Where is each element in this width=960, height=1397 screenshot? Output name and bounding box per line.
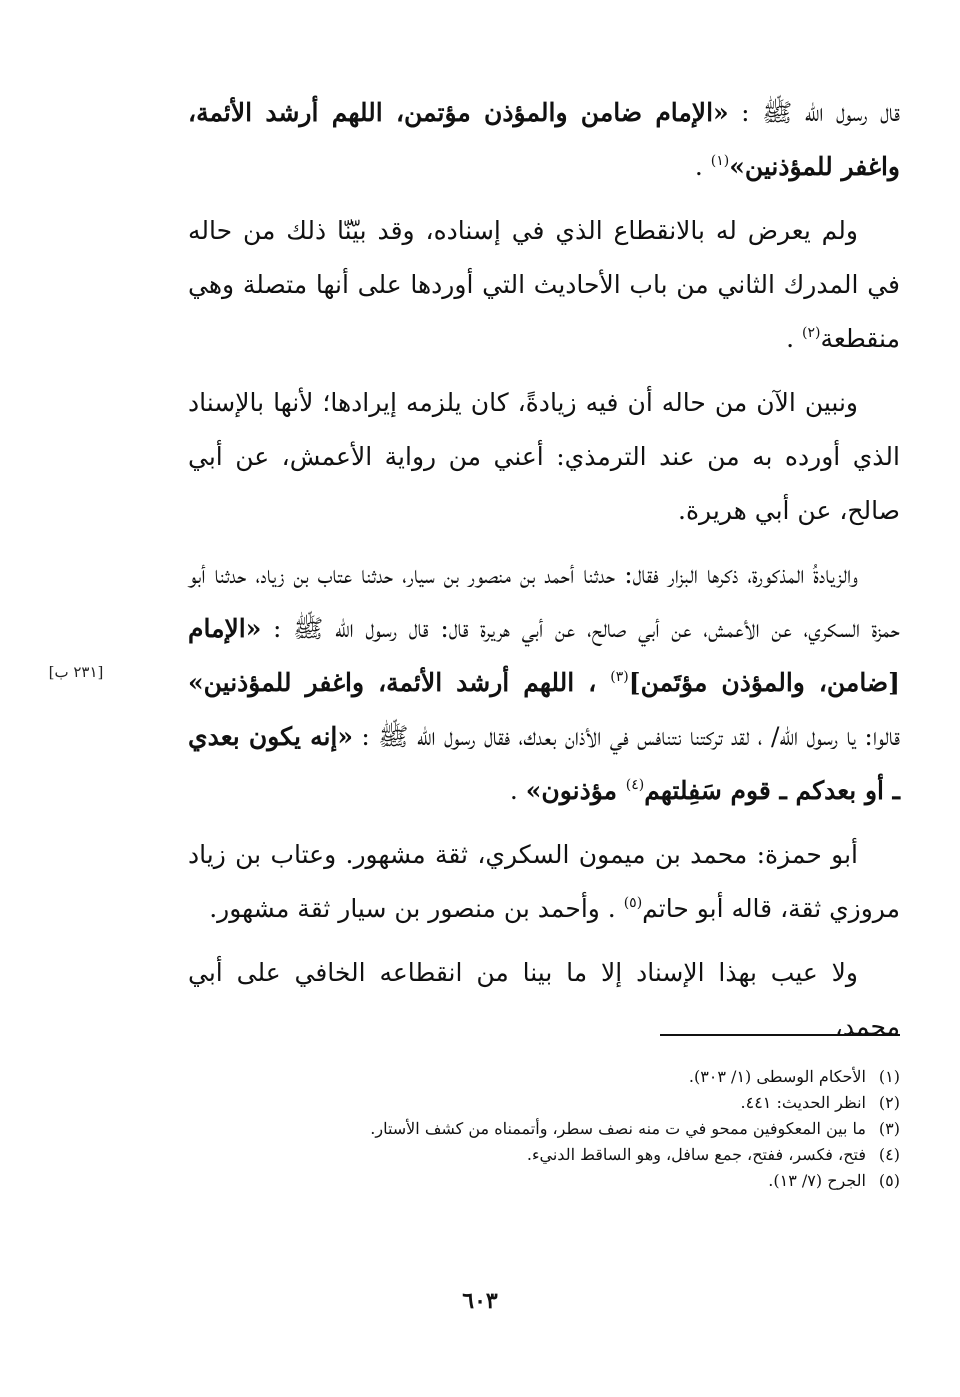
hadith-quote: مؤذنون» — [525, 776, 626, 805]
paragraph — [188, 86, 900, 194]
page-number: ٦٠٣ — [462, 1288, 498, 1314]
footnote-number: (٢) — [878, 1093, 900, 1112]
footnote-marker: (١) — [710, 153, 730, 169]
text-run: قالوا: يا رسول الله/ ، لقد تركتنا نتنافس في الأذان بعدك، فقال رسول الله ﷺ : — [353, 722, 900, 751]
text-run: . — [786, 324, 802, 353]
hadith-quote: ، اللهم أرشد الأئمة، واغفر للمؤذنين» — [188, 668, 611, 697]
footnote-text: فتح، فكسر، ففتح، جمع سافل، وهو الساقط الدنيء. — [526, 1145, 866, 1164]
footnote — [360, 1064, 900, 1090]
footnote — [360, 1090, 900, 1116]
hadith-quote: «الإمام ضامن والمؤذن مؤتمن، اللهم أرشد الأئمة، واغفر للمؤذنين» — [188, 98, 900, 181]
footnote-number: (٥) — [878, 1171, 900, 1190]
text-run: ولم يعرض له بالانقطاع الذي في إسناده، وقد بيّنّا ذلك من حاله في المدرك الثاني من باب الأحاديث التي أوردها على أنها متصلة وهي منقطعة — [188, 216, 900, 353]
text-run: . — [694, 152, 711, 181]
text-run: ولا عيب بهذا الإسناد إلا ما بينا من انقطاعه الخافي على أبي محمد، — [188, 958, 900, 1041]
text-run: قال رسول الله ﷺ : — [728, 98, 900, 127]
footnote — [360, 1142, 900, 1168]
footnote-marker: (٣) — [610, 669, 629, 685]
footnote-text: ما بين المعكوفين ممحو في ت منه نصف سطر، وأتممناه من كشف الأستار. — [370, 1119, 866, 1138]
text-run: . وأحمد بن منصور بن سيار ثقة مشهور. — [209, 894, 624, 923]
footnote-number: (١) — [878, 1067, 900, 1086]
main-text — [188, 86, 900, 1064]
manuscript-folio-note: [٢٣١ ب] — [48, 663, 104, 681]
footnote-number: (٤) — [878, 1145, 900, 1164]
footnote-text: انظر الحديث: ٤٤١. — [740, 1093, 866, 1112]
hadith-quote: «الإمام [ضامن، والمؤذن مؤتَمن] — [188, 614, 900, 697]
footnote-text: الأحكام الوسطى (١/ ٣٠٣). — [688, 1067, 866, 1086]
footnote-marker: (٥) — [623, 895, 643, 911]
footnote — [360, 1116, 900, 1142]
footnote-text: الجرح (٧/ ١٣). — [768, 1171, 866, 1190]
paragraph — [188, 376, 900, 538]
footnote — [360, 1168, 900, 1194]
text-run: . — [509, 776, 526, 805]
text-run: ونبين الآن من حاله أن فيه زيادةً، كان يلزمه إيرادها؛ لأنها بالإسناد الذي أورده به من عند الترمذي: أعني من رواية الأعمش، عن أبي صالح، عن أبي هريرة. — [188, 388, 900, 525]
footnotes — [360, 1064, 900, 1194]
footnote-number: (٣) — [878, 1119, 900, 1138]
footnote-marker: (٢) — [801, 325, 821, 341]
paragraph — [188, 204, 900, 366]
text-run: أبو حمزة: محمد بن ميمون السكري، ثقة مشهور. وعتاب بن زياد مروزي ثقة، قاله أبو حاتم — [188, 840, 900, 923]
hadith-quote: «إنه يكون بعدي ـ أو بعدكم ـ قوم سَفِلتهم — [188, 722, 900, 805]
paragraph — [188, 828, 900, 936]
paragraph — [188, 946, 900, 1054]
footnote-separator — [660, 1034, 900, 1036]
text-run: والزيادةُ المذكورة، ذكرها البزار فقال: حدثنا أحمد بن منصور بن سيار، حدثنا عتاب بن زياد، حدثنا أبو حمزة السكري، عن الأعمش، عن أبي صالح، عن أبي هريرة قال: قال رسول الله ﷺ : — [188, 560, 900, 643]
paragraph — [188, 548, 900, 818]
footnote-marker: (٤) — [625, 777, 645, 793]
